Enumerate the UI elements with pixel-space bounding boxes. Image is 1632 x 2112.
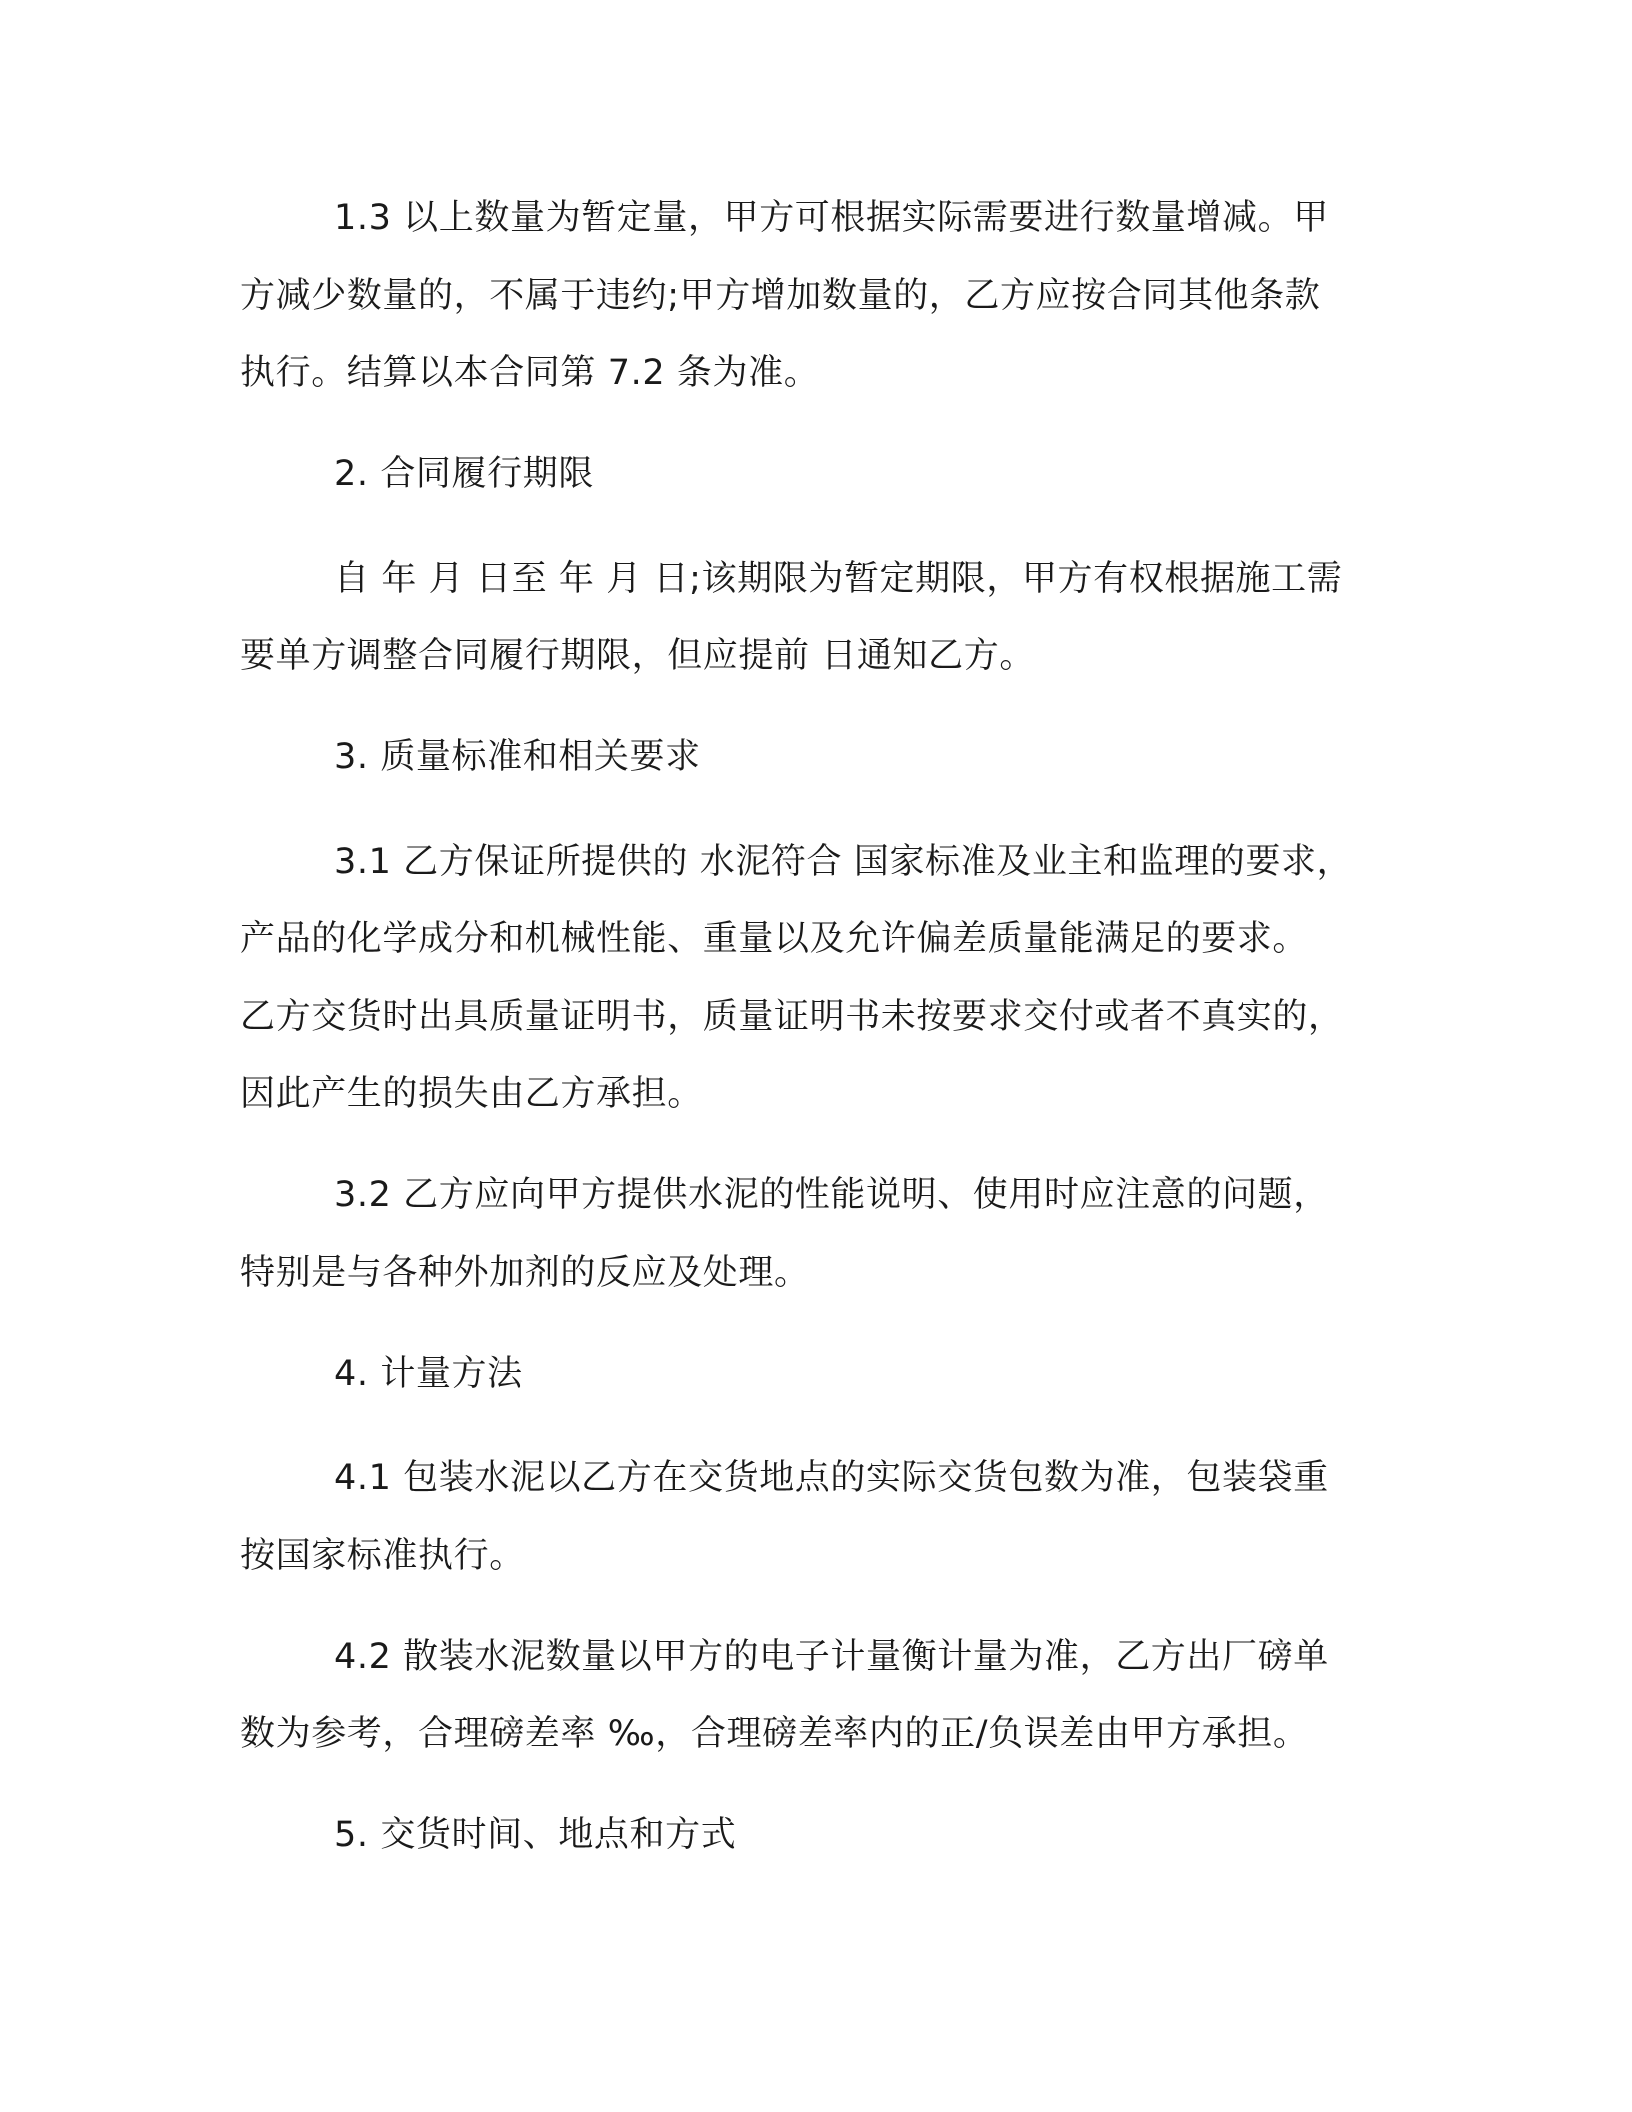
section-5-heading: 5. 交货时间、地点和方式: [334, 1815, 737, 1855]
clause-1-3-line-1: 1.3 以上数量为暂定量，甲方可根据实际需要进行数量增减。甲: [334, 198, 1329, 238]
section-2-heading: 2. 合同履行期限: [334, 454, 594, 494]
clause-3-1-line-4: 因此产生的损失由乙方承担。: [240, 1074, 703, 1114]
section-3-heading: 3. 质量标准和相关要求: [334, 737, 701, 777]
clause-4-2-line-1: 4.2 散装水泥数量以甲方的电子计量衡计量为准，乙方出厂磅单: [334, 1637, 1329, 1677]
clause-3-1-line-1: 3.1 乙方保证所提供的 水泥符合 国家标准及业主和监理的要求，: [334, 842, 1353, 882]
clause-3-2-line-1: 3.2 乙方应向甲方提供水泥的性能说明、使用时应注意的问题，: [334, 1175, 1329, 1215]
clause-4-1-line-1: 4.1 包装水泥以乙方在交货地点的实际交货包数为准，包装袋重: [334, 1458, 1329, 1498]
section-4-heading: 4. 计量方法: [334, 1354, 523, 1394]
clause-4-2-line-2: 数为参考，合理磅差率 ‰，合理磅差率内的正/负误差由甲方承担。: [240, 1714, 1309, 1754]
term-paragraph-line-1: 自 年 月 日至 年 月 日;该期限为暂定期限，甲方有权根据施工需: [334, 559, 1343, 599]
clause-3-2-line-2: 特别是与各种外加剂的反应及处理。: [240, 1253, 810, 1293]
clause-1-3-line-3: 执行。结算以本合同第 7.2 条为准。: [240, 353, 820, 393]
clause-3-1-line-2: 产品的化学成分和机械性能、重量以及允许偏差质量能满足的要求。: [240, 919, 1309, 959]
clause-1-3-line-2: 方减少数量的，不属于违约;甲方增加数量的，乙方应按合同其他条款: [240, 276, 1321, 316]
clause-3-1-line-3: 乙方交货时出具质量证明书，质量证明书未按要求交付或者不真实的，: [240, 997, 1344, 1037]
clause-4-1-line-2: 按国家标准执行。: [240, 1536, 525, 1576]
term-paragraph-line-2: 要单方调整合同履行期限，但应提前 日通知乙方。: [240, 636, 1035, 676]
